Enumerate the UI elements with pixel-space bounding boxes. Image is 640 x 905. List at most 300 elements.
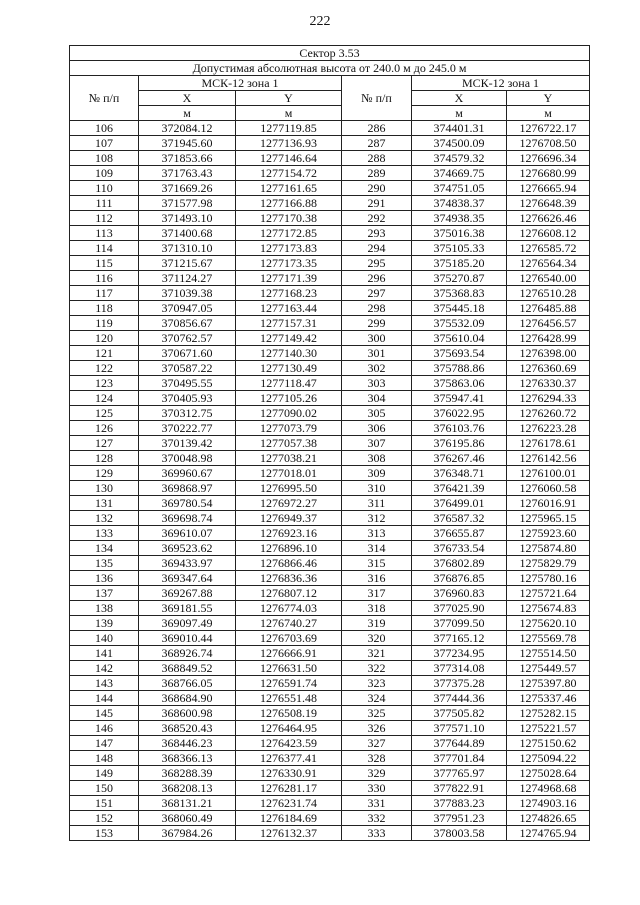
cell-num-right: 303 — [342, 376, 412, 391]
table-row — [70, 796, 590, 811]
cell-x-right: 375445.18 — [412, 301, 507, 316]
table-row — [70, 826, 590, 841]
cell-num-right: 305 — [342, 406, 412, 421]
cell-x-right: 375947.41 — [412, 391, 507, 406]
cell-num-right: 296 — [342, 271, 412, 286]
cell-y-right: 1276708.50 — [507, 136, 590, 151]
cell-x-left: 369267.88 — [139, 586, 236, 601]
cell-x-left: 369181.55 — [139, 601, 236, 616]
cell-num-left: 135 — [70, 556, 139, 571]
cell-num-right: 325 — [342, 706, 412, 721]
cell-num-left: 111 — [70, 196, 139, 211]
cell-x-left: 368600.98 — [139, 706, 236, 721]
cell-x-left: 368060.49 — [139, 811, 236, 826]
cell-num-right: 307 — [342, 436, 412, 451]
cell-num-left: 128 — [70, 451, 139, 466]
cell-y-left: 1277173.35 — [236, 256, 342, 271]
cell-x-left: 369347.64 — [139, 571, 236, 586]
cell-y-right: 1274968.68 — [507, 781, 590, 796]
cell-y-left: 1277161.65 — [236, 181, 342, 196]
cell-y-right: 1276456.57 — [507, 316, 590, 331]
cell-num-left: 116 — [70, 271, 139, 286]
cell-num-right: 299 — [342, 316, 412, 331]
cell-x-left: 369097.49 — [139, 616, 236, 631]
cell-num-right: 302 — [342, 361, 412, 376]
table-row — [70, 526, 590, 541]
cell-y-left: 1276631.50 — [236, 661, 342, 676]
cell-y-right: 1275282.15 — [507, 706, 590, 721]
cell-y-left: 1277119.85 — [236, 121, 342, 136]
cell-num-left: 145 — [70, 706, 139, 721]
cell-num-right: 288 — [342, 151, 412, 166]
cell-y-left: 1276377.41 — [236, 751, 342, 766]
cell-y-left: 1277073.79 — [236, 421, 342, 436]
table-row — [70, 256, 590, 271]
cell-num-right: 286 — [342, 121, 412, 136]
cell-num-right: 304 — [342, 391, 412, 406]
cell-x-right: 376587.32 — [412, 511, 507, 526]
table-row — [70, 316, 590, 331]
cell-num-left: 140 — [70, 631, 139, 646]
cell-x-left: 369868.97 — [139, 481, 236, 496]
table-row — [70, 496, 590, 511]
cell-y-right: 1276360.69 — [507, 361, 590, 376]
cell-y-right: 1276540.00 — [507, 271, 590, 286]
cell-num-left: 121 — [70, 346, 139, 361]
header-num-right: № п/п — [342, 76, 412, 121]
cell-num-left: 129 — [70, 466, 139, 481]
cell-y-right: 1276178.61 — [507, 436, 590, 451]
cell-x-left: 369010.44 — [139, 631, 236, 646]
cell-y-left: 1277170.38 — [236, 211, 342, 226]
cell-num-right: 292 — [342, 211, 412, 226]
table-row — [70, 271, 590, 286]
table-row — [70, 736, 590, 751]
table-row — [70, 406, 590, 421]
cell-y-right: 1276564.34 — [507, 256, 590, 271]
cell-num-left: 122 — [70, 361, 139, 376]
cell-num-right: 308 — [342, 451, 412, 466]
cell-x-left: 372084.12 — [139, 121, 236, 136]
cell-x-left: 371215.67 — [139, 256, 236, 271]
cell-num-left: 124 — [70, 391, 139, 406]
cell-y-left: 1277140.30 — [236, 346, 342, 361]
cell-num-left: 125 — [70, 406, 139, 421]
header-unit-x-right: м — [412, 106, 507, 121]
cell-x-right: 376421.39 — [412, 481, 507, 496]
cell-y-right: 1276100.01 — [507, 466, 590, 481]
cell-num-left: 150 — [70, 781, 139, 796]
cell-y-right: 1275965.15 — [507, 511, 590, 526]
cell-y-left: 1276666.91 — [236, 646, 342, 661]
cell-num-left: 148 — [70, 751, 139, 766]
cell-x-right: 374838.37 — [412, 196, 507, 211]
cell-x-right: 377375.28 — [412, 676, 507, 691]
cell-y-right: 1276142.56 — [507, 451, 590, 466]
table-row — [70, 781, 590, 796]
cell-num-right: 300 — [342, 331, 412, 346]
table-row — [70, 286, 590, 301]
cell-y-right: 1275397.80 — [507, 676, 590, 691]
height-caption: Допустимая абсолютная высота от 240.0 м до 245.0 м — [70, 61, 590, 76]
cell-x-right: 377701.84 — [412, 751, 507, 766]
cell-num-left: 113 — [70, 226, 139, 241]
cell-x-right: 376267.46 — [412, 451, 507, 466]
cell-x-right: 376022.95 — [412, 406, 507, 421]
cell-num-left: 126 — [70, 421, 139, 436]
cell-num-left: 108 — [70, 151, 139, 166]
cell-y-left: 1276184.69 — [236, 811, 342, 826]
table-row — [70, 436, 590, 451]
page-number: 222 — [309, 14, 331, 29]
cell-y-left: 1276896.10 — [236, 541, 342, 556]
cell-x-right: 375863.06 — [412, 376, 507, 391]
table-row — [70, 571, 590, 586]
cell-x-right: 374938.35 — [412, 211, 507, 226]
cell-num-left: 142 — [70, 661, 139, 676]
cell-y-right: 1276330.37 — [507, 376, 590, 391]
cell-y-right: 1276060.58 — [507, 481, 590, 496]
cell-num-right: 297 — [342, 286, 412, 301]
cell-y-left: 1276231.74 — [236, 796, 342, 811]
cell-x-right: 375368.83 — [412, 286, 507, 301]
cell-num-left: 143 — [70, 676, 139, 691]
cell-y-left: 1277090.02 — [236, 406, 342, 421]
cell-x-left: 370671.60 — [139, 346, 236, 361]
cell-num-right: 331 — [342, 796, 412, 811]
cell-x-right: 374669.75 — [412, 166, 507, 181]
table-row — [70, 586, 590, 601]
cell-y-left: 1277157.31 — [236, 316, 342, 331]
table-row — [70, 541, 590, 556]
cell-y-left: 1276949.37 — [236, 511, 342, 526]
header-unit-y-right: м — [507, 106, 590, 121]
cell-y-right: 1275094.22 — [507, 751, 590, 766]
cell-num-left: 130 — [70, 481, 139, 496]
cell-num-right: 311 — [342, 496, 412, 511]
cell-y-right: 1275620.10 — [507, 616, 590, 631]
table-row — [70, 391, 590, 406]
cell-num-right: 332 — [342, 811, 412, 826]
cell-y-right: 1275514.50 — [507, 646, 590, 661]
table-row — [70, 721, 590, 736]
cell-y-right: 1276648.39 — [507, 196, 590, 211]
cell-y-right: 1276294.33 — [507, 391, 590, 406]
table-row — [70, 346, 590, 361]
cell-x-right: 374500.09 — [412, 136, 507, 151]
cell-y-right: 1274826.65 — [507, 811, 590, 826]
cell-x-right: 375105.33 — [412, 241, 507, 256]
cell-y-right: 1275150.62 — [507, 736, 590, 751]
cell-num-right: 306 — [342, 421, 412, 436]
table-row — [70, 466, 590, 481]
cell-x-right: 376103.76 — [412, 421, 507, 436]
cell-x-left: 371039.38 — [139, 286, 236, 301]
cell-y-left: 1276866.46 — [236, 556, 342, 571]
cell-y-left: 1276423.59 — [236, 736, 342, 751]
cell-y-left: 1276836.36 — [236, 571, 342, 586]
cell-y-left: 1276132.37 — [236, 826, 342, 841]
header-x-right: X — [412, 91, 507, 106]
cell-x-right: 375693.54 — [412, 346, 507, 361]
table-row — [70, 706, 590, 721]
table-row — [70, 556, 590, 571]
cell-num-right: 321 — [342, 646, 412, 661]
cell-num-right: 309 — [342, 466, 412, 481]
table-row — [70, 121, 590, 136]
cell-y-right: 1276510.28 — [507, 286, 590, 301]
cell-x-right: 376733.54 — [412, 541, 507, 556]
cell-x-right: 377644.89 — [412, 736, 507, 751]
cell-y-right: 1276260.72 — [507, 406, 590, 421]
cell-y-left: 1276508.19 — [236, 706, 342, 721]
cell-y-right: 1276665.94 — [507, 181, 590, 196]
cell-y-left: 1276972.27 — [236, 496, 342, 511]
cell-num-left: 153 — [70, 826, 139, 841]
cell-y-left: 1277173.83 — [236, 241, 342, 256]
cell-x-left: 371577.98 — [139, 196, 236, 211]
cell-x-right: 377822.91 — [412, 781, 507, 796]
cell-y-right: 1275028.64 — [507, 766, 590, 781]
cell-x-left: 370405.93 — [139, 391, 236, 406]
cell-x-right: 375016.38 — [412, 226, 507, 241]
cell-x-left: 371310.10 — [139, 241, 236, 256]
cell-y-left: 1277171.39 — [236, 271, 342, 286]
cell-num-right: 313 — [342, 526, 412, 541]
cell-x-right: 376876.85 — [412, 571, 507, 586]
cell-x-right: 377951.23 — [412, 811, 507, 826]
cell-x-right: 378003.58 — [412, 826, 507, 841]
cell-y-left: 1276740.27 — [236, 616, 342, 631]
cell-num-right: 333 — [342, 826, 412, 841]
cell-x-right: 377444.36 — [412, 691, 507, 706]
cell-y-right: 1276428.99 — [507, 331, 590, 346]
cell-y-right: 1276722.17 — [507, 121, 590, 136]
table-row — [70, 766, 590, 781]
cell-x-right: 377099.50 — [412, 616, 507, 631]
cell-y-right: 1275674.83 — [507, 601, 590, 616]
cell-num-right: 290 — [342, 181, 412, 196]
cell-num-left: 118 — [70, 301, 139, 316]
cell-x-left: 370312.75 — [139, 406, 236, 421]
cell-num-right: 317 — [342, 586, 412, 601]
cell-y-right: 1274903.16 — [507, 796, 590, 811]
table-row — [70, 451, 590, 466]
table-body — [70, 121, 590, 841]
cell-y-left: 1276774.03 — [236, 601, 342, 616]
cell-x-right: 377165.12 — [412, 631, 507, 646]
cell-y-left: 1276807.12 — [236, 586, 342, 601]
cell-y-left: 1277105.26 — [236, 391, 342, 406]
cell-x-left: 368366.13 — [139, 751, 236, 766]
cell-num-left: 144 — [70, 691, 139, 706]
cell-x-left: 368926.74 — [139, 646, 236, 661]
table-row — [70, 481, 590, 496]
cell-num-right: 314 — [342, 541, 412, 556]
cell-x-left: 369780.54 — [139, 496, 236, 511]
cell-num-left: 115 — [70, 256, 139, 271]
table-row — [70, 511, 590, 526]
table-row — [70, 676, 590, 691]
cell-num-left: 151 — [70, 796, 139, 811]
cell-y-left: 1277163.44 — [236, 301, 342, 316]
cell-x-right: 377505.82 — [412, 706, 507, 721]
table-row — [70, 646, 590, 661]
cell-y-left: 1277146.64 — [236, 151, 342, 166]
cell-y-left: 1277118.47 — [236, 376, 342, 391]
cell-num-right: 295 — [342, 256, 412, 271]
header-zone-right: МСК-12 зона 1 — [412, 76, 590, 91]
cell-x-left: 368446.23 — [139, 736, 236, 751]
cell-x-right: 375532.09 — [412, 316, 507, 331]
cell-num-right: 326 — [342, 721, 412, 736]
cell-y-left: 1277057.38 — [236, 436, 342, 451]
cell-y-left: 1277136.93 — [236, 136, 342, 151]
cell-num-right: 329 — [342, 766, 412, 781]
cell-y-right: 1276680.99 — [507, 166, 590, 181]
cell-num-right: 318 — [342, 601, 412, 616]
cell-x-left: 370856.67 — [139, 316, 236, 331]
cell-x-left: 368766.05 — [139, 676, 236, 691]
cell-num-right: 294 — [342, 241, 412, 256]
cell-num-left: 146 — [70, 721, 139, 736]
cell-x-right: 376802.89 — [412, 556, 507, 571]
cell-y-right: 1276608.12 — [507, 226, 590, 241]
cell-x-right: 377025.90 — [412, 601, 507, 616]
cell-y-right: 1275874.80 — [507, 541, 590, 556]
cell-x-right: 377765.97 — [412, 766, 507, 781]
cell-x-left: 369960.67 — [139, 466, 236, 481]
table-row — [70, 811, 590, 826]
cell-x-left: 371669.26 — [139, 181, 236, 196]
table-row — [70, 166, 590, 181]
cell-num-left: 139 — [70, 616, 139, 631]
sector-title: Сектор 3.53 — [70, 46, 590, 61]
cell-num-left: 149 — [70, 766, 139, 781]
cell-num-left: 107 — [70, 136, 139, 151]
cell-y-left: 1277168.23 — [236, 286, 342, 301]
header-unit-y-left: м — [236, 106, 342, 121]
cell-num-left: 138 — [70, 601, 139, 616]
table-row — [70, 361, 590, 376]
cell-num-left: 134 — [70, 541, 139, 556]
cell-x-right: 376655.87 — [412, 526, 507, 541]
cell-x-right: 376499.01 — [412, 496, 507, 511]
cell-num-left: 141 — [70, 646, 139, 661]
cell-num-right: 328 — [342, 751, 412, 766]
cell-num-right: 330 — [342, 781, 412, 796]
cell-x-right: 377883.23 — [412, 796, 507, 811]
cell-y-right: 1275337.46 — [507, 691, 590, 706]
cell-num-left: 110 — [70, 181, 139, 196]
cell-x-left: 371493.10 — [139, 211, 236, 226]
cell-x-left: 370495.55 — [139, 376, 236, 391]
cell-y-right: 1276585.72 — [507, 241, 590, 256]
cell-x-left: 368849.52 — [139, 661, 236, 676]
cell-x-left: 370139.42 — [139, 436, 236, 451]
cell-y-right: 1275923.60 — [507, 526, 590, 541]
cell-num-left: 112 — [70, 211, 139, 226]
table-row — [70, 421, 590, 436]
table-row — [70, 751, 590, 766]
coordinates-table — [69, 45, 590, 841]
cell-num-right: 298 — [342, 301, 412, 316]
cell-y-left: 1276464.95 — [236, 721, 342, 736]
cell-x-left: 369433.97 — [139, 556, 236, 571]
cell-x-right: 375788.86 — [412, 361, 507, 376]
cell-x-right: 377571.10 — [412, 721, 507, 736]
cell-x-left: 369523.62 — [139, 541, 236, 556]
cell-y-right: 1275721.64 — [507, 586, 590, 601]
cell-y-right: 1275569.78 — [507, 631, 590, 646]
cell-x-left: 371853.66 — [139, 151, 236, 166]
cell-x-left: 370762.57 — [139, 331, 236, 346]
cell-x-left: 370947.05 — [139, 301, 236, 316]
header-y-left: Y — [236, 91, 342, 106]
cell-x-right: 377234.95 — [412, 646, 507, 661]
cell-x-right: 374751.05 — [412, 181, 507, 196]
cell-x-right: 376960.83 — [412, 586, 507, 601]
cell-x-left: 369698.74 — [139, 511, 236, 526]
cell-num-left: 132 — [70, 511, 139, 526]
cell-num-right: 319 — [342, 616, 412, 631]
cell-y-left: 1276591.74 — [236, 676, 342, 691]
cell-x-left: 368684.90 — [139, 691, 236, 706]
cell-num-left: 120 — [70, 331, 139, 346]
cell-num-right: 291 — [342, 196, 412, 211]
cell-num-left: 109 — [70, 166, 139, 181]
table-row — [70, 241, 590, 256]
cell-num-right: 327 — [342, 736, 412, 751]
cell-y-left: 1277166.88 — [236, 196, 342, 211]
cell-num-left: 119 — [70, 316, 139, 331]
cell-x-left: 370222.77 — [139, 421, 236, 436]
cell-x-right: 377314.08 — [412, 661, 507, 676]
cell-y-right: 1275780.16 — [507, 571, 590, 586]
cell-num-right: 320 — [342, 631, 412, 646]
cell-num-left: 147 — [70, 736, 139, 751]
cell-num-right: 312 — [342, 511, 412, 526]
cell-x-left: 368131.21 — [139, 796, 236, 811]
cell-y-right: 1275449.57 — [507, 661, 590, 676]
header-unit-x-left: м — [139, 106, 236, 121]
cell-num-right: 323 — [342, 676, 412, 691]
cell-num-left: 136 — [70, 571, 139, 586]
cell-x-left: 371400.68 — [139, 226, 236, 241]
cell-num-right: 310 — [342, 481, 412, 496]
cell-y-left: 1277172.85 — [236, 226, 342, 241]
table-row — [70, 376, 590, 391]
cell-num-right: 316 — [342, 571, 412, 586]
cell-x-left: 367984.26 — [139, 826, 236, 841]
cell-num-right: 287 — [342, 136, 412, 151]
table-row — [70, 226, 590, 241]
table-row — [70, 691, 590, 706]
cell-num-left: 123 — [70, 376, 139, 391]
table-row — [70, 181, 590, 196]
cell-x-right: 374401.31 — [412, 121, 507, 136]
cell-num-right: 315 — [342, 556, 412, 571]
cell-num-left: 152 — [70, 811, 139, 826]
cell-x-right: 375185.20 — [412, 256, 507, 271]
cell-num-right: 322 — [342, 661, 412, 676]
cell-y-right: 1276626.46 — [507, 211, 590, 226]
cell-y-right: 1274765.94 — [507, 826, 590, 841]
cell-y-right: 1276016.91 — [507, 496, 590, 511]
header-y-right: Y — [507, 91, 590, 106]
cell-y-right: 1276696.34 — [507, 151, 590, 166]
table-row — [70, 301, 590, 316]
